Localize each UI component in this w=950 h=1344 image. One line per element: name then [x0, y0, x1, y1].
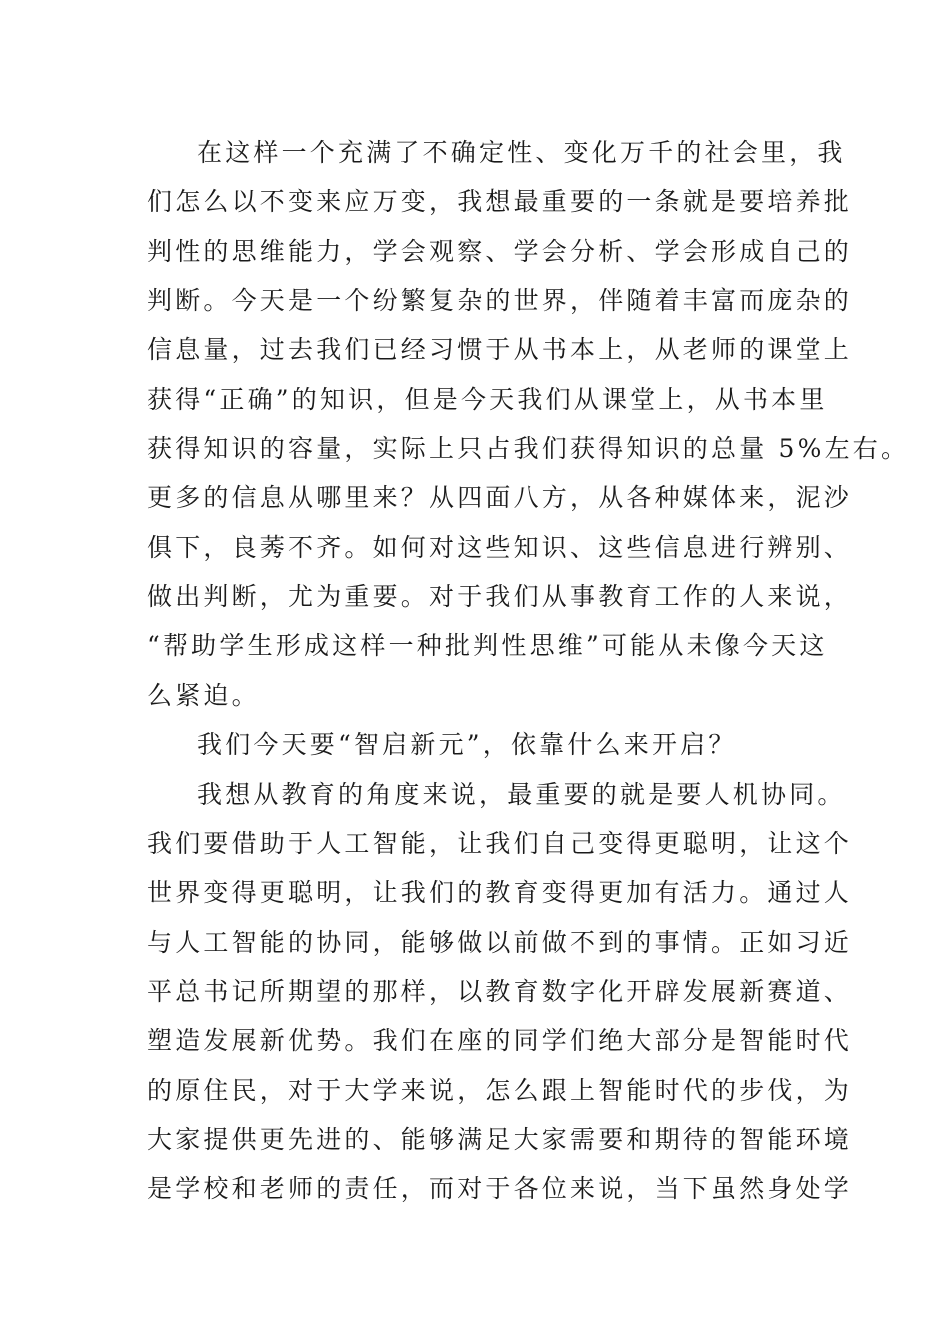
text-line: 大家提供更先进的、能够满足大家需要和期待的智能环境: [147, 1125, 853, 1154]
text-line: 世界变得更聪明，让我们的教育变得更加有活力。通过人: [147, 878, 853, 907]
text-line: 是学校和老师的责任，而对于各位来说，当下虽然身处学: [147, 1174, 853, 1203]
text-line: 我想从教育的角度来说，最重要的就是要人机协同。: [197, 780, 846, 809]
text-line: 我们今天要“智启新元”，依靠什么来开启？: [197, 730, 737, 759]
text-line: 与人工智能的协同，能够做以前做不到的事情。正如习近: [147, 928, 853, 957]
text-line: 平总书记所期望的那样，以教育数字化开辟发展新赛道、: [147, 977, 853, 1006]
text-line: 在这样一个充满了不确定性、变化万千的社会里，我: [197, 138, 846, 167]
text-line: 判断。今天是一个纷繁复杂的世界，伴随着丰富而庞杂的: [147, 286, 853, 315]
text-line: 获得知识的容量，实际上只占我们获得知识的总量 5%左右。: [147, 434, 910, 463]
text-line: 获得“正确”的知识，但是今天我们从课堂上，从书本里: [147, 385, 828, 414]
text-line: 俱下，良莠不齐。如何对这些知识、这些信息进行辨别、: [147, 533, 853, 562]
text-line: 的原住民，对于大学来说，怎么跟上智能时代的步伐，为: [147, 1076, 853, 1105]
text-line: 我们要借助于人工智能，让我们自己变得更聪明，让这个: [147, 829, 853, 858]
text-line: 做出判断，尤为重要。对于我们从事教育工作的人来说，: [147, 582, 853, 611]
text-line: 判性的思维能力，学会观察、学会分析、学会形成自己的: [147, 237, 853, 266]
text-line: 么紧迫。: [147, 681, 260, 710]
text-line: 信息量，过去我们已经习惯于从书本上，从老师的课堂上: [147, 335, 853, 364]
text-line: 塑造发展新优势。我们在座的同学们绝大部分是智能时代: [147, 1026, 853, 1055]
text-line: 更多的信息从哪里来？从四面八方，从各种媒体来，泥沙: [147, 483, 853, 512]
text-line: 们怎么以不变来应万变，我想最重要的一条就是要培养批: [147, 187, 853, 216]
text-line: “帮助学生形成这样一种批判性思维”可能从未像今天这: [147, 631, 828, 660]
